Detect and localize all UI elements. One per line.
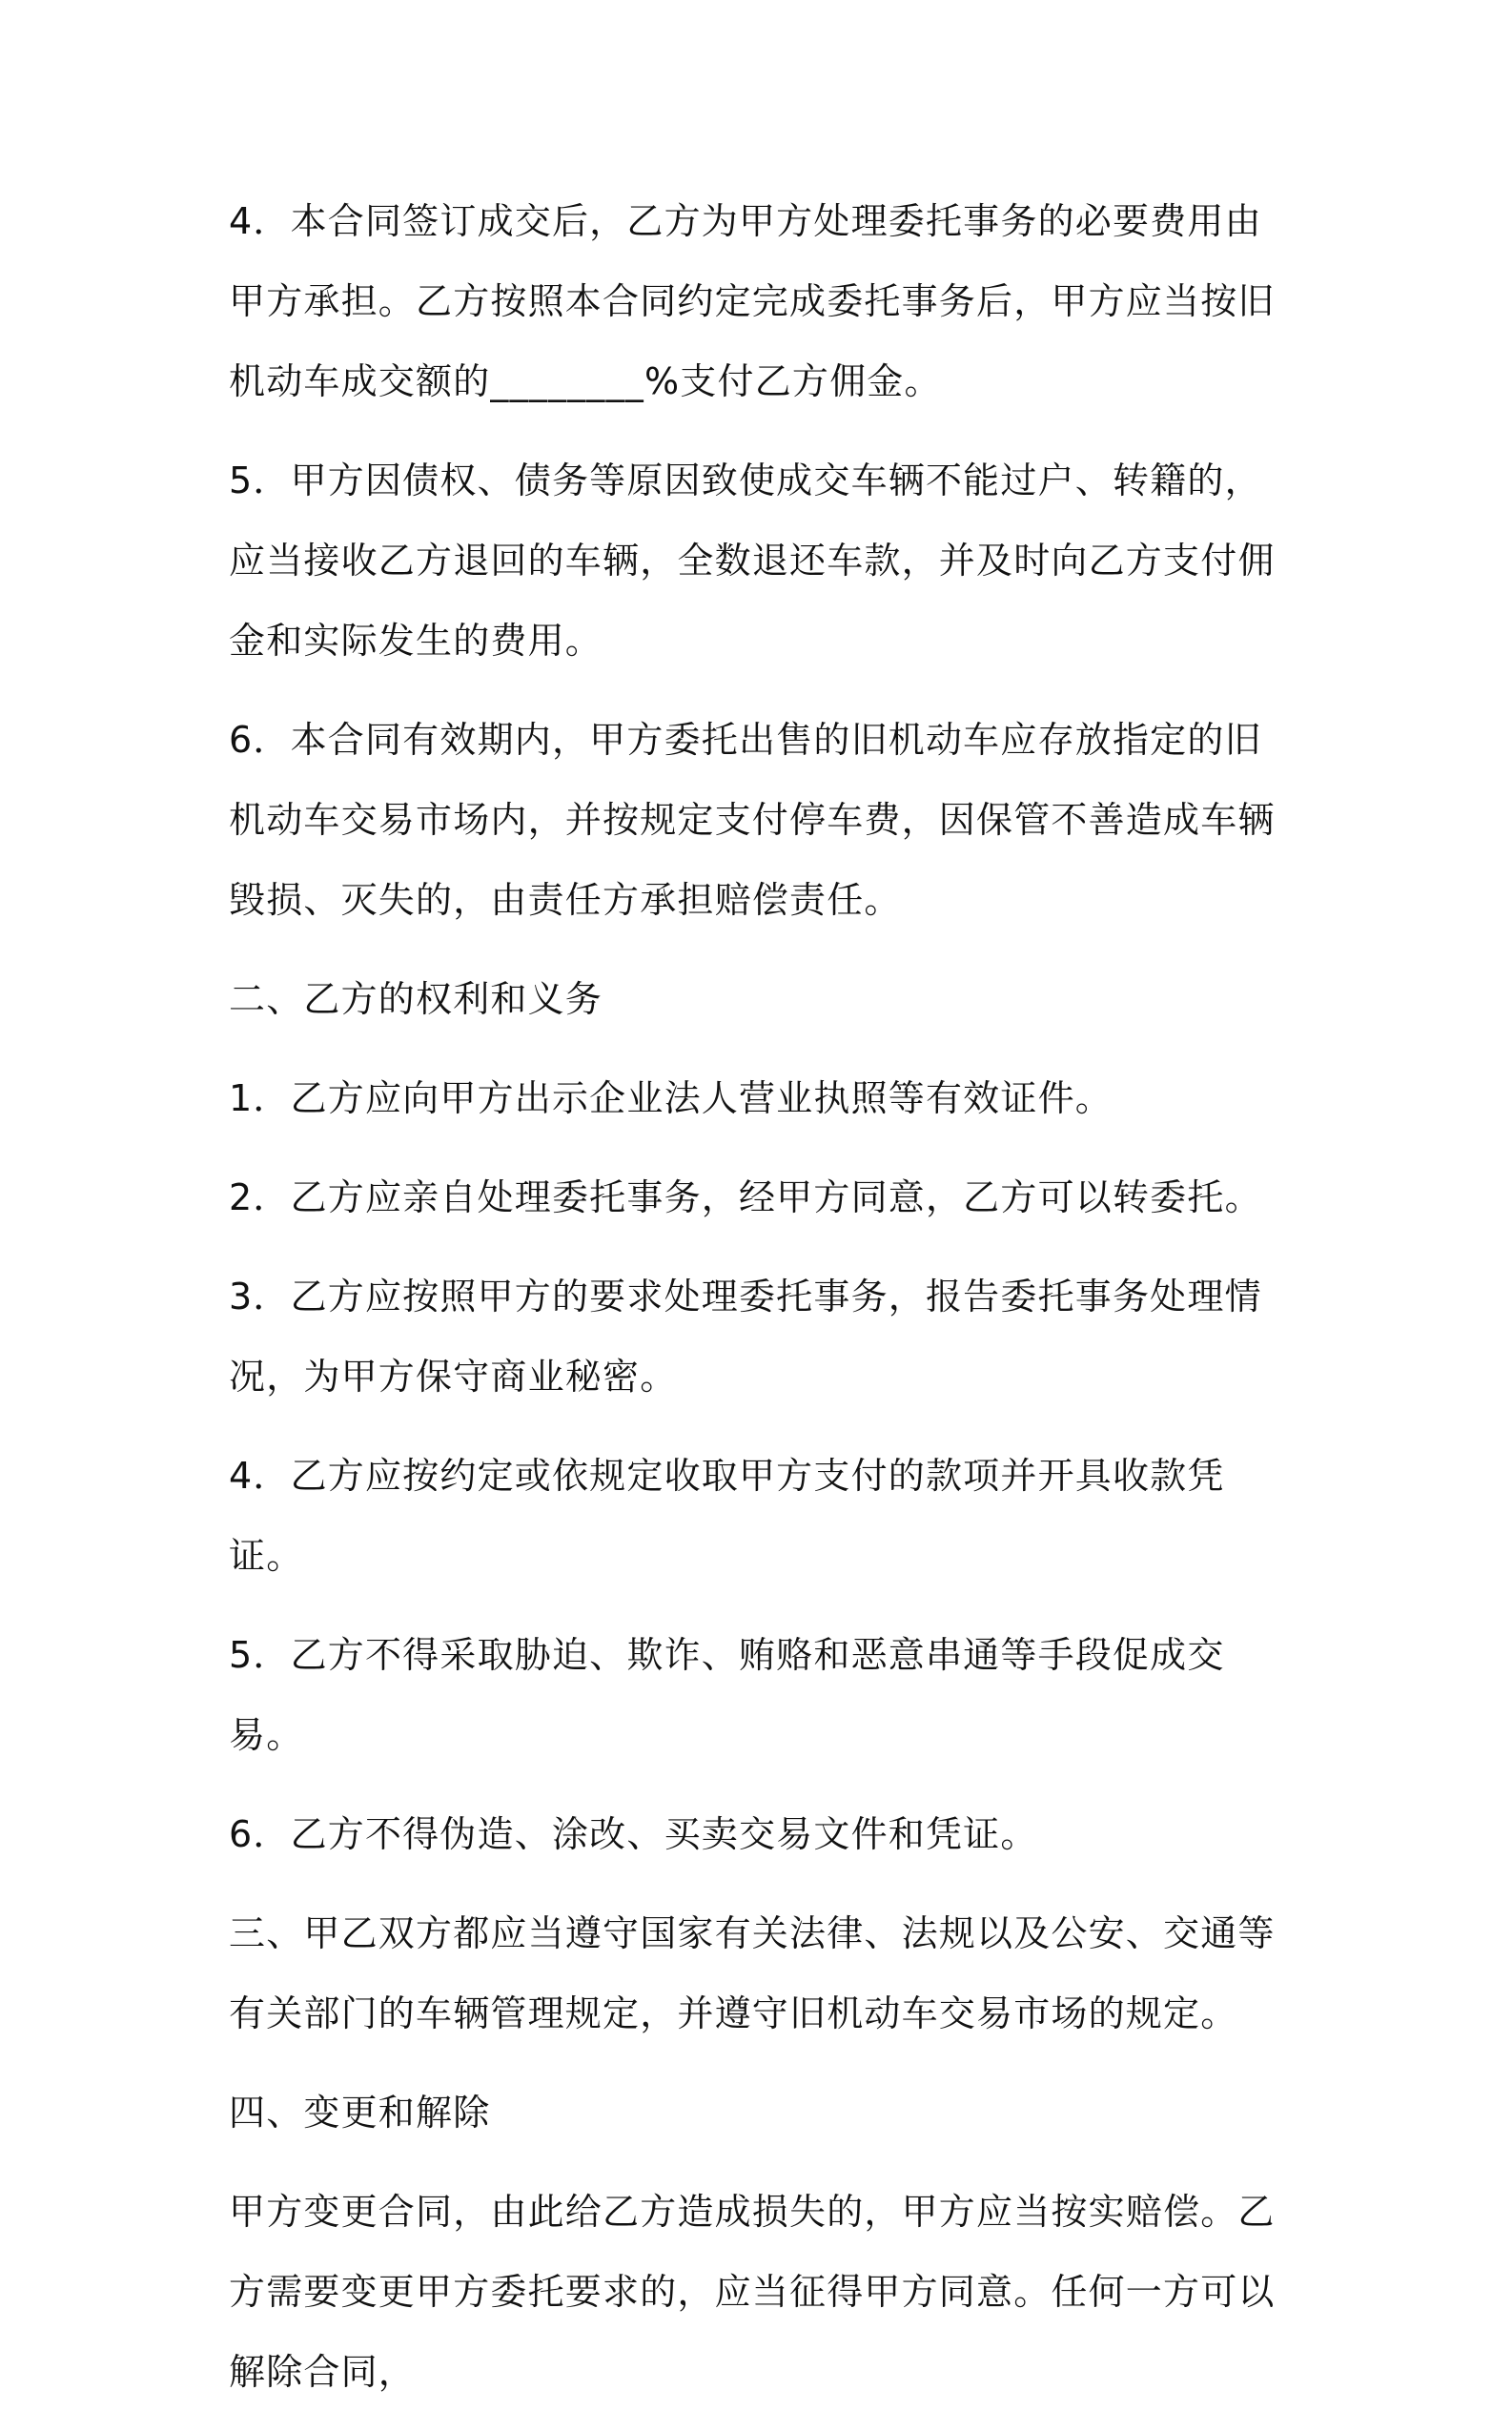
- clause-4-expenses-commission: 4．本合同签订成交后，乙方为甲方处理委托事务的必要费用由甲方承担。乙方按照本合同约定完成委托事务后，甲方应当按旧机动车成交额的________%支付乙方佣金。: [229, 200, 1276, 402]
- clause-b2-delegation: 2．乙方应亲自处理委托事务，经甲方同意，乙方可以转委托。: [229, 1176, 1262, 1218]
- clause-change-termination-text: 甲方变更合同，由此给乙方造成损失的，甲方应当按实赔偿。乙方需要变更甲方委托要求的，应当征得甲方同意。任何一方可以解除合同，: [229, 2191, 1276, 2393]
- clause-b6-document-forgery: 6．乙方不得伪造、涂改、买卖交易文件和凭证。: [229, 1813, 1038, 1855]
- section-heading-party-b-rights: 二、乙方的权利和义务: [229, 978, 603, 1020]
- clause-b4-receipts: 4．乙方应按约定或依规定收取甲方支付的款项并开具收款凭证。: [229, 1455, 1225, 1577]
- section-heading-change-termination: 四、变更和解除: [229, 2092, 491, 2134]
- contract-body: [229, 181, 1287, 2431]
- clause-b5-prohibited-means: 5．乙方不得采取胁迫、欺诈、贿赂和恶意串通等手段促成交易。: [229, 1634, 1225, 1756]
- clause-b1-license: 1．乙方应向甲方出示企业法人营业执照等有效证件。: [229, 1077, 1113, 1119]
- section-three-compliance: 三、甲乙双方都应当遵守国家有关法律、法规以及公安、交通等有关部门的车辆管理规定，并遵守旧机动车交易市场的规定。: [229, 1912, 1276, 2034]
- clause-6-vehicle-storage: 6．本合同有效期内，甲方委托出售的旧机动车应存放指定的旧机动车交易市场内，并按规定支付停车费，因保管不善造成车辆毁损、灭失的，由责任方承担赔偿责任。: [229, 719, 1276, 921]
- clause-b3-confidentiality: 3．乙方应按照甲方的要求处理委托事务，报告委托事务处理情况，为甲方保守商业秘密。: [229, 1276, 1262, 1398]
- clause-5-transfer-failure: 5．甲方因债权、债务等原因致使成交车辆不能过户、转籍的，应当接收乙方退回的车辆，全数退还车款，并及时向乙方支付佣金和实际发生的费用。: [229, 460, 1276, 662]
